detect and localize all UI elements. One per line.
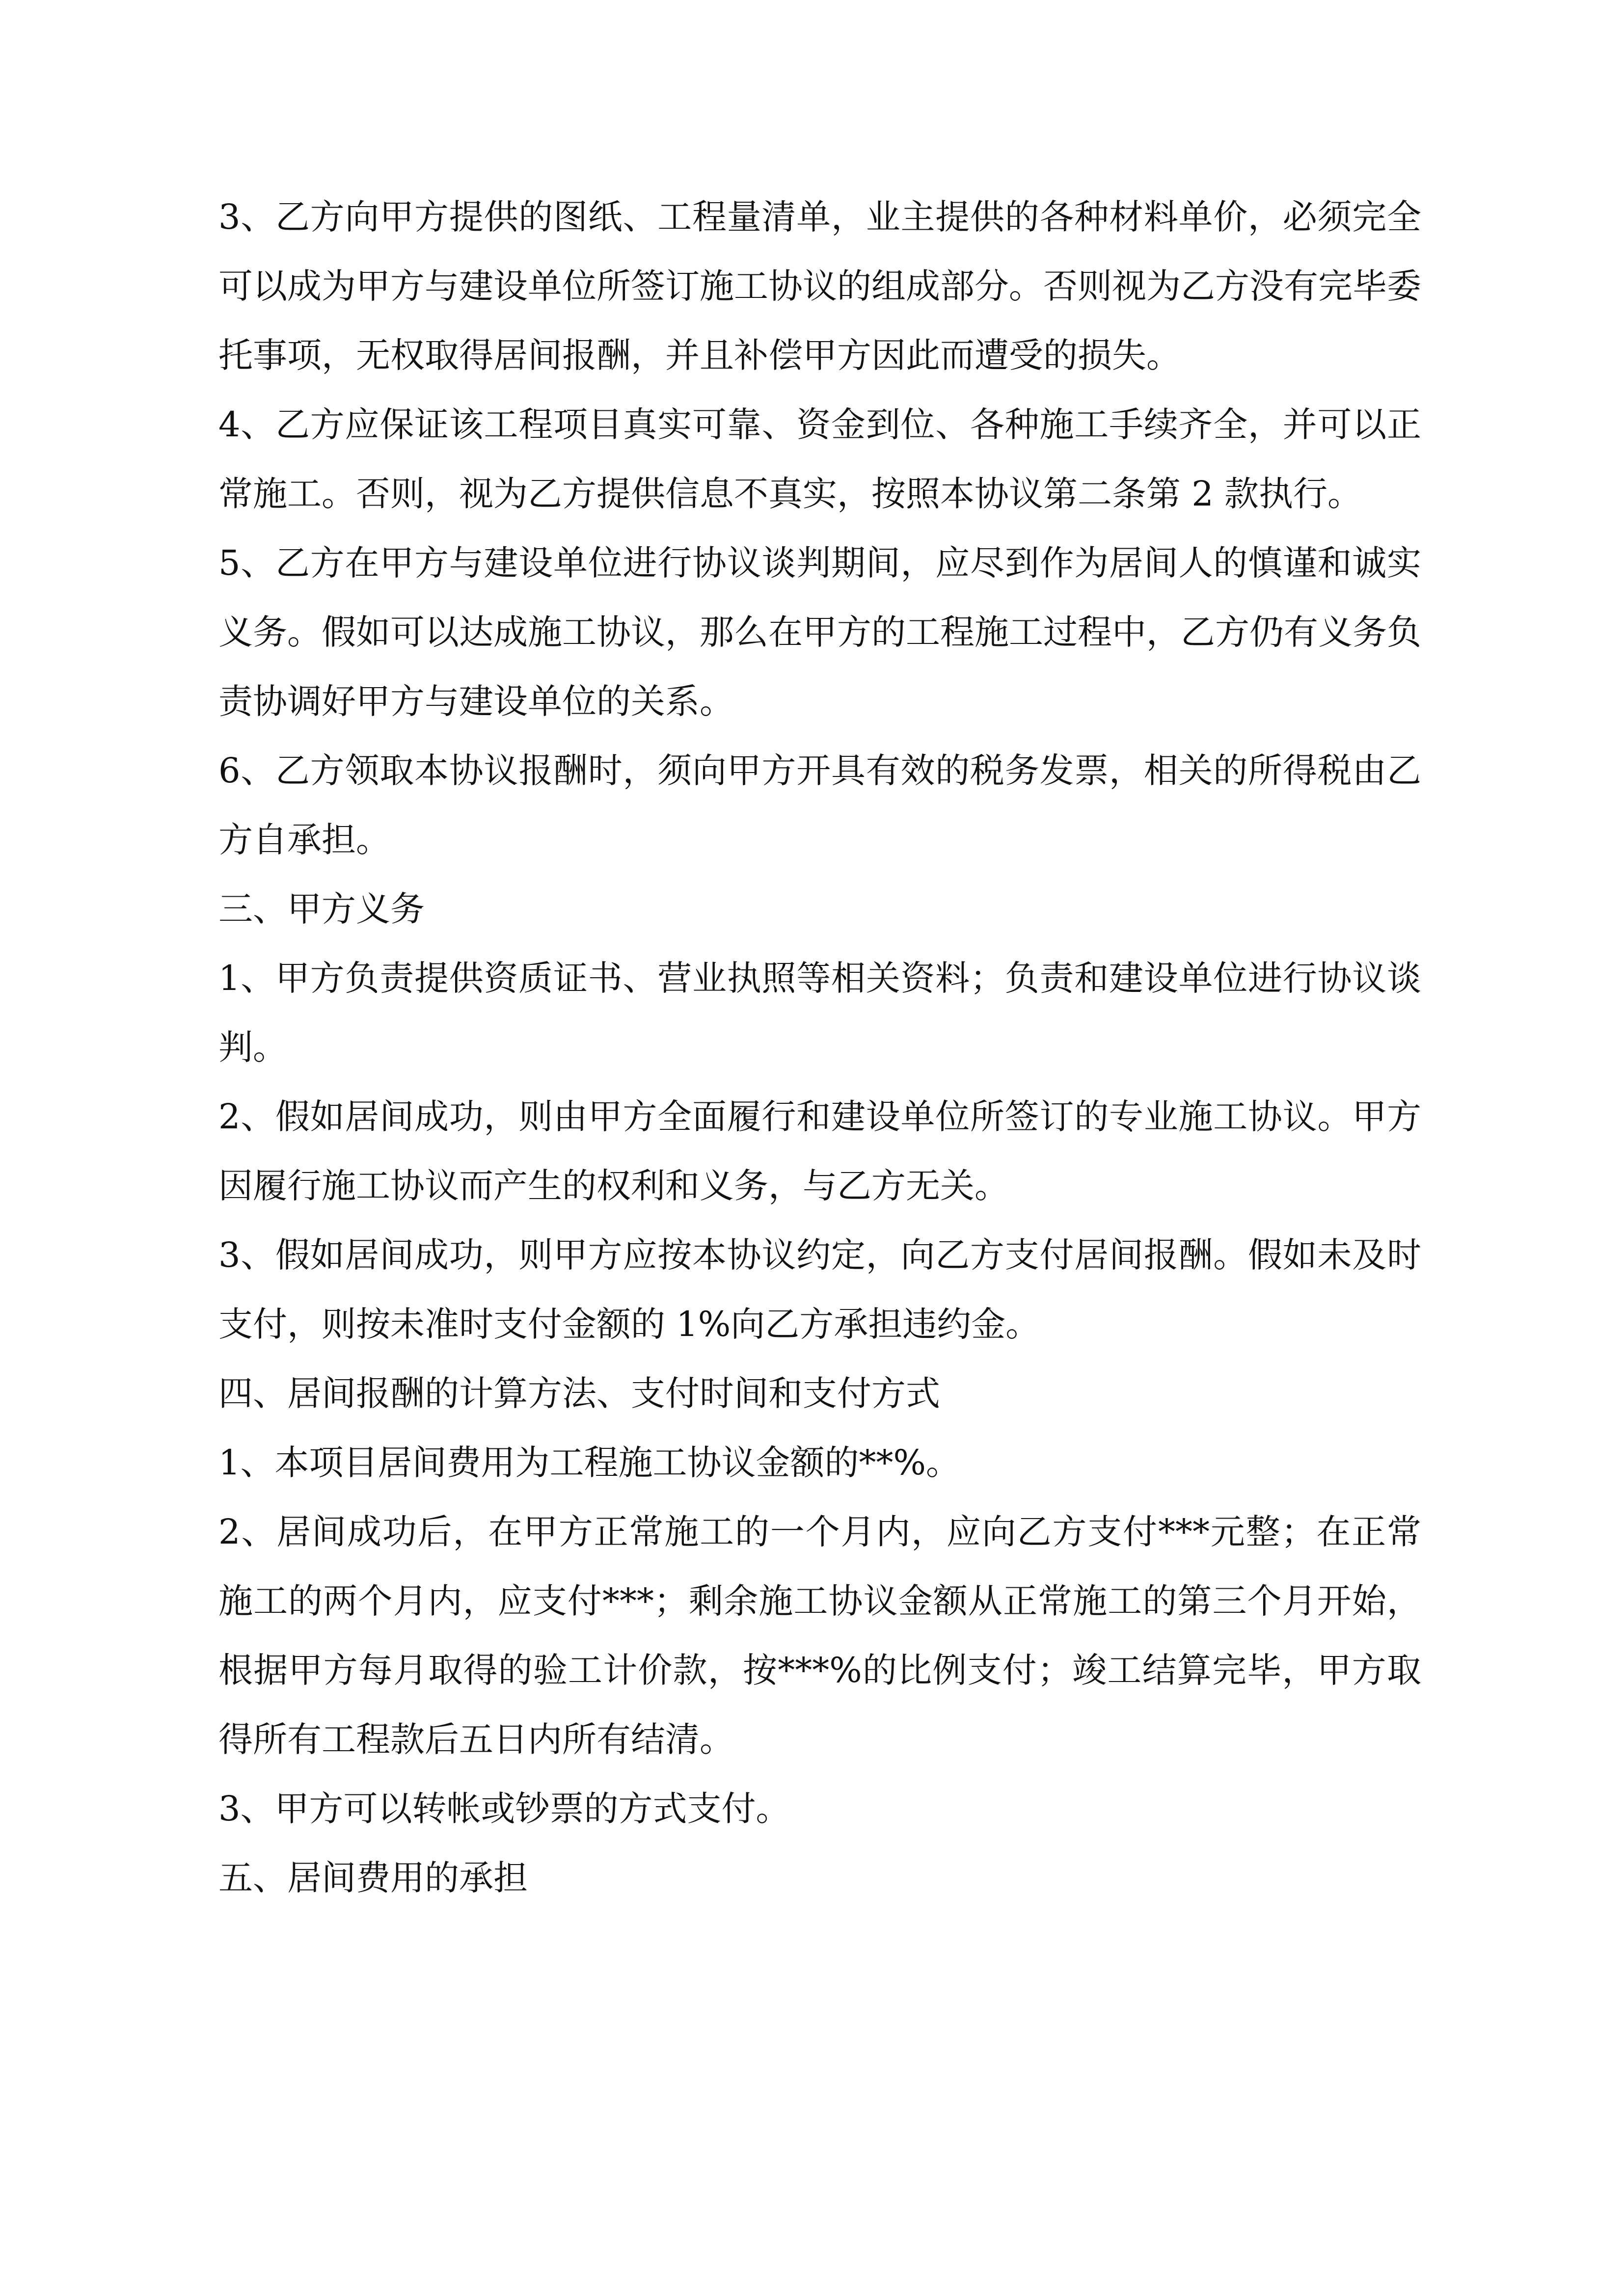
clause-3-1: 1、甲方负责提供资质证书、营业执照等相关资料；负责和建设单位进行协议谈判。	[218, 958, 1421, 1068]
clause-4-1: 1、本项目居间费用为工程施工协议金额的**%。	[218, 1442, 961, 1483]
section-heading-4: 四、居间报酬的计算方法、支付时间和支付方式	[218, 1373, 940, 1414]
clause-3-2: 2、假如居间成功，则由甲方全面履行和建设单位所签订的专业施工协议。甲方因履行施工协议而产生的权利和义务，与乙方无关。	[218, 1096, 1421, 1206]
clause-2-5: 5、乙方在甲方与建设单位进行协议谈判期间，应尽到作为居间人的慎谨和诚实义务。假如可以达成施工协议，那么在甲方的工程施工过程中，乙方仍有义务负责协调好甲方与建设单位的关系。	[218, 543, 1421, 721]
section-heading-3: 三、甲方义务	[218, 889, 425, 929]
clause-2-3: 3、乙方向甲方提供的图纸、工程量清单，业主提供的各种材料单价，必须完全可以成为甲方与建设单位所签订施工协议的组成部分。否则视为乙方没有完毕委托事项，无权取得居间报酬，并且补偿甲方因此而遭受的损失。	[218, 197, 1421, 375]
clause-2-6: 6、乙方领取本协议报酬时，须向甲方开具有效的税务发票，相关的所得税由乙方自承担。	[218, 750, 1421, 860]
clause-3-3: 3、假如居间成功，则甲方应按本协议约定，向乙方支付居间报酬。假如未及时支付，则按未准时支付金额的 1%向乙方承担违约金。	[218, 1235, 1421, 1344]
clause-4-3: 3、甲方可以转帐或钞票的方式支付。	[218, 1789, 790, 1829]
clause-2-4: 4、乙方应保证该工程项目真实可靠、资金到位、各种施工手续齐全，并可以正常施工。否则，视为乙方提供信息不真实，按照本协议第二条第 2 款执行。	[218, 404, 1421, 514]
clause-4-2: 2、居间成功后，在甲方正常施工的一个月内，应向乙方支付***元整；在正常施工的两个月内，应支付***；剩余施工协议金额从正常施工的第三个月开始，根据甲方每月取得的验工计价款，按***%的比例支付；竣工结算完毕，甲方取得所有工程款后五日内所有结清。	[218, 1512, 1421, 1760]
section-heading-5: 五、居间费用的承担	[218, 1858, 528, 1898]
document-body	[218, 183, 1421, 1913]
